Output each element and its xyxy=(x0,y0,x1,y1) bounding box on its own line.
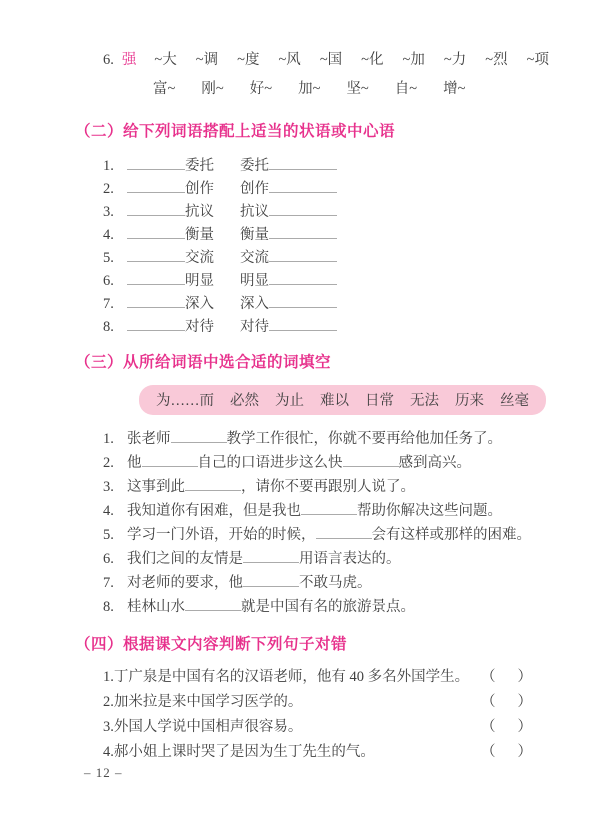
sentence-text: 会有这样或那样的困难。 xyxy=(371,527,531,543)
sentence-text: 学习一门外语，开始的时候， xyxy=(127,527,316,543)
item-number: 6. xyxy=(103,551,114,567)
complement-blank[interactable] xyxy=(269,226,337,239)
item-number: 5. xyxy=(103,527,114,543)
statement xyxy=(103,740,375,765)
modifier-blank[interactable] xyxy=(127,226,185,239)
word-bank xyxy=(139,385,546,415)
target-word: 明显 xyxy=(185,273,214,289)
word-bank-option[interactable]: 必然 xyxy=(230,393,259,409)
word-bank-option[interactable]: 为……而 xyxy=(156,393,214,409)
fill-in-blank[interactable] xyxy=(171,430,227,443)
section-4-heading: （四）根据课文内容判断下列句子对错 xyxy=(75,636,348,653)
complement-blank[interactable] xyxy=(269,318,337,331)
prefix-pattern-item: 自~ xyxy=(394,81,418,97)
target-word: 抗议 xyxy=(240,204,269,220)
paren-close: ） xyxy=(517,694,532,710)
pattern-row-2 xyxy=(153,75,532,104)
true-false-row xyxy=(103,740,532,765)
target-word: 交流 xyxy=(240,250,269,266)
collocation-exercise-list xyxy=(103,154,532,338)
suffix-pattern-item: ~调 xyxy=(195,52,219,68)
modifier-blank[interactable] xyxy=(127,180,185,193)
fill-in-sentence xyxy=(103,427,532,451)
statement xyxy=(103,715,302,740)
target-word: 深入 xyxy=(240,296,269,312)
fill-in-sentence xyxy=(103,547,532,571)
complement-blank[interactable] xyxy=(269,203,337,216)
complement-blank[interactable] xyxy=(269,180,337,193)
collocation-row xyxy=(103,177,532,200)
true-false-row xyxy=(103,690,532,715)
target-word: 创作 xyxy=(240,181,269,197)
fill-in-blank[interactable] xyxy=(185,598,241,611)
fill-in-blank[interactable] xyxy=(185,478,241,491)
complement-blank[interactable] xyxy=(269,249,337,262)
target-word: 深入 xyxy=(185,296,214,312)
item-number: 7. xyxy=(103,296,114,312)
modifier-blank[interactable] xyxy=(127,203,185,216)
target-word: 明显 xyxy=(240,273,269,289)
true-false-answer-slot[interactable] xyxy=(481,740,532,765)
item-number: 4. xyxy=(103,503,114,519)
fill-in-blank[interactable] xyxy=(316,526,372,539)
true-false-answer-slot[interactable] xyxy=(481,690,532,715)
modifier-blank[interactable] xyxy=(127,272,185,285)
suffix-pattern-item: ~烈 xyxy=(485,52,508,68)
base-word: 强 xyxy=(121,52,137,68)
statement-text: 郝小姐上课时哭了是因为生丁先生的气。 xyxy=(113,744,375,760)
suffix-pattern-item: ~加 xyxy=(402,52,425,68)
fill-in-sentence xyxy=(103,523,532,547)
suffix-pattern-list xyxy=(154,46,549,75)
sentence-text: 自己的口语进步这么快 xyxy=(197,455,343,471)
word-bank-option[interactable]: 丝毫 xyxy=(500,393,529,409)
complement-blank[interactable] xyxy=(269,157,337,170)
modifier-blank[interactable] xyxy=(127,157,185,170)
prefix-pattern-item: 刚~ xyxy=(201,81,224,97)
true-false-list xyxy=(103,665,532,765)
item-number: 7. xyxy=(103,575,114,591)
item-number: 1. xyxy=(103,669,114,685)
collocation-row xyxy=(103,223,532,246)
paren-open: （ xyxy=(481,744,496,760)
paren-open: （ xyxy=(481,719,496,735)
item-number: 3. xyxy=(103,204,114,220)
target-word: 衡量 xyxy=(185,227,214,243)
collocation-row xyxy=(103,269,532,292)
collocation-row xyxy=(103,246,532,269)
word-bank-wrap xyxy=(139,385,532,415)
prefix-pattern-item: 富~ xyxy=(153,81,176,97)
item-number: 5. xyxy=(103,250,114,266)
word-bank-option[interactable]: 历来 xyxy=(455,393,484,409)
item-number: 8. xyxy=(103,599,114,615)
target-word: 对待 xyxy=(185,319,214,335)
sentence-text: 我们之间的友情是 xyxy=(127,551,243,567)
prefix-pattern-item: 加~ xyxy=(298,81,321,97)
pattern-row-1 xyxy=(103,46,549,75)
item-number: 1. xyxy=(103,158,114,174)
suffix-pattern-item: ~力 xyxy=(443,52,467,68)
complement-blank[interactable] xyxy=(269,272,337,285)
statement-text: 外国人学说中国相声很容易。 xyxy=(113,719,303,735)
word-bank-option[interactable]: 日常 xyxy=(365,393,394,409)
fill-in-sentence xyxy=(103,595,532,619)
collocation-row xyxy=(103,292,532,315)
suffix-pattern-item: ~风 xyxy=(278,52,301,68)
word-bank-option[interactable]: 为止 xyxy=(275,393,304,409)
true-false-answer-slot[interactable] xyxy=(481,715,532,740)
statement-text: 加米拉是来中国学习医学的。 xyxy=(113,694,303,710)
target-word: 抗议 xyxy=(185,204,214,220)
sentence-text: 对老师的要求，他 xyxy=(127,575,243,591)
suffix-pattern-item: ~化 xyxy=(361,52,384,68)
paren-close: ） xyxy=(517,719,532,735)
complement-blank[interactable] xyxy=(269,295,337,308)
sentence-text: ，请你不要再跟别人说了。 xyxy=(241,479,415,495)
section-2-heading: （二）给下列词语搭配上适当的状语或中心语 xyxy=(75,123,396,140)
fill-in-blank-sentence-list xyxy=(103,427,532,619)
collocation-row xyxy=(103,200,532,223)
sentence-text: 不敢马虎。 xyxy=(299,575,372,591)
collocation-row xyxy=(103,315,532,338)
sentence-text: 教学工作很忙，你就不要再给他加任务了。 xyxy=(226,431,502,447)
item-number: 1. xyxy=(103,431,114,447)
prefix-pattern-list xyxy=(153,75,466,104)
sentence-text: 这事到此 xyxy=(127,479,185,495)
true-false-row xyxy=(103,715,532,740)
target-word: 交流 xyxy=(185,250,214,266)
paren-open: （ xyxy=(481,694,496,710)
sentence-text: 他 xyxy=(127,455,142,471)
paren-open: （ xyxy=(481,669,496,685)
suffix-pattern-item: ~项 xyxy=(526,52,549,68)
word-bank-option[interactable]: 难以 xyxy=(320,393,349,409)
item-number: 3. xyxy=(103,719,114,735)
item-number: 4. xyxy=(103,744,114,760)
item-number: 6. xyxy=(103,52,114,68)
word-bank-option[interactable]: 无法 xyxy=(410,393,439,409)
item-number: 6. xyxy=(103,273,114,289)
sentence-text: 就是中国有名的旅游景点。 xyxy=(241,599,415,615)
paren-close: ） xyxy=(517,669,532,685)
fill-in-blank[interactable] xyxy=(243,574,299,587)
statement xyxy=(103,665,469,690)
exercise-6-word-patterns xyxy=(103,46,549,104)
prefix-pattern-item: 坚~ xyxy=(346,81,369,97)
fill-in-sentence xyxy=(103,475,532,499)
target-word: 对待 xyxy=(240,319,269,335)
modifier-blank[interactable] xyxy=(127,318,185,331)
fill-in-sentence xyxy=(103,499,532,523)
sentence-text: 我知道你有困难，但是我也 xyxy=(127,503,301,519)
modifier-blank[interactable] xyxy=(127,295,185,308)
fill-in-blank[interactable] xyxy=(243,550,299,563)
collocation-row xyxy=(103,154,532,177)
suffix-pattern-item: ~大 xyxy=(154,52,177,68)
sentence-text: 感到高兴。 xyxy=(398,455,471,471)
target-word: 委托 xyxy=(185,158,214,174)
fill-in-blank[interactable] xyxy=(343,454,399,467)
section-3-heading: （三）从所给词语中选合适的词填空 xyxy=(75,354,332,371)
item-number: 3. xyxy=(103,479,114,495)
target-word: 衡量 xyxy=(240,227,269,243)
statement xyxy=(103,690,302,715)
fill-in-sentence xyxy=(103,571,532,595)
target-word: 委托 xyxy=(240,158,269,174)
page-number: – 12 – xyxy=(84,765,123,780)
fill-in-sentence xyxy=(103,451,532,475)
sentence-text: 帮助你解决这些问题。 xyxy=(357,503,502,519)
item-number: 2. xyxy=(103,181,114,197)
suffix-pattern-item: ~度 xyxy=(237,52,260,68)
item-number: 8. xyxy=(103,319,114,335)
prefix-pattern-item: 增~ xyxy=(443,81,466,97)
statement-text: 丁广泉是中国有名的汉语老师，他有 40 多名外国学生。 xyxy=(113,669,470,685)
true-false-row xyxy=(103,665,532,690)
sentence-text: 张老师 xyxy=(127,431,171,447)
fill-in-blank[interactable] xyxy=(301,502,357,515)
fill-in-blank[interactable] xyxy=(142,454,198,467)
sentence-text: 桂林山水 xyxy=(127,599,185,615)
prefix-pattern-item: 好~ xyxy=(249,81,273,97)
paren-close: ） xyxy=(517,744,532,760)
item-number: 4. xyxy=(103,227,114,243)
modifier-blank[interactable] xyxy=(127,249,185,262)
target-word: 创作 xyxy=(185,181,214,197)
sentence-text: 用语言表达的。 xyxy=(299,551,401,567)
suffix-pattern-item: ~国 xyxy=(319,52,343,68)
true-false-answer-slot[interactable] xyxy=(481,665,532,690)
item-number: 2. xyxy=(103,694,114,710)
item-number: 2. xyxy=(103,455,114,471)
